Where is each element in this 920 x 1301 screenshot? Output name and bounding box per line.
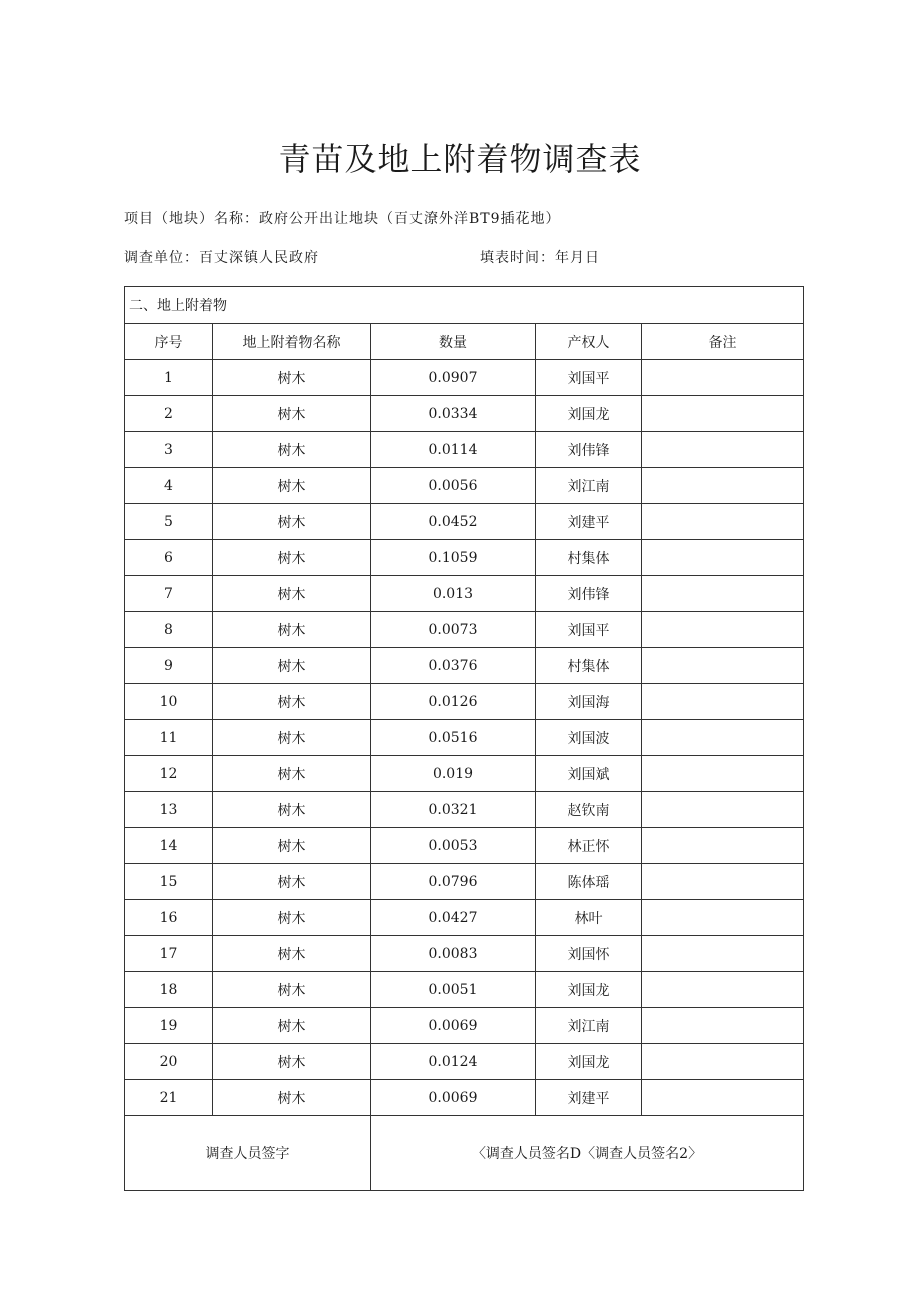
signature-label: 调查人员签字 — [125, 1116, 371, 1191]
item-name-cell: 树木 — [213, 540, 371, 576]
remarks-cell — [642, 648, 804, 684]
table-row — [125, 792, 804, 828]
owner-cell: 林正怀 — [536, 828, 642, 864]
remarks-cell — [642, 396, 804, 432]
item-name-cell: 树木 — [213, 720, 371, 756]
owner-cell: 刘江南 — [536, 1008, 642, 1044]
table-row — [125, 432, 804, 468]
table-row — [125, 1080, 804, 1116]
header-cell: 地上附着物名称 — [213, 324, 371, 360]
table-row — [125, 1008, 804, 1044]
remarks-cell — [642, 1080, 804, 1116]
row-number-cell: 4 — [125, 468, 213, 504]
fill-date-line: 填表时间：年月日 — [480, 250, 600, 266]
item-name-cell: 树木 — [213, 1044, 371, 1080]
row-number-cell: 13 — [125, 792, 213, 828]
quantity-cell: 0.0069 — [371, 1080, 536, 1116]
header-cell: 数量 — [371, 324, 536, 360]
item-name-cell: 树木 — [213, 828, 371, 864]
section-title: 二、地上附着物 — [125, 287, 804, 324]
quantity-cell: 0.0321 — [371, 792, 536, 828]
quantity-cell: 0.0796 — [371, 864, 536, 900]
item-name-cell: 树木 — [213, 612, 371, 648]
remarks-cell — [642, 936, 804, 972]
owner-cell: 林叶 — [536, 900, 642, 936]
header-row — [125, 324, 804, 360]
remarks-cell — [642, 612, 804, 648]
row-number-cell: 12 — [125, 756, 213, 792]
section-row — [125, 287, 804, 324]
owner-cell: 刘建平 — [536, 1080, 642, 1116]
row-number-cell: 9 — [125, 648, 213, 684]
table-row — [125, 1044, 804, 1080]
quantity-cell: 0.0053 — [371, 828, 536, 864]
table-row — [125, 972, 804, 1008]
quantity-cell: 0.0124 — [371, 1044, 536, 1080]
row-number-cell: 14 — [125, 828, 213, 864]
row-number-cell: 11 — [125, 720, 213, 756]
table-row — [125, 684, 804, 720]
item-name-cell: 树木 — [213, 936, 371, 972]
remarks-cell — [642, 900, 804, 936]
owner-cell: 刘国龙 — [536, 972, 642, 1008]
remarks-cell — [642, 360, 804, 396]
item-name-cell: 树木 — [213, 396, 371, 432]
remarks-cell — [642, 756, 804, 792]
owner-cell: 刘伟锋 — [536, 576, 642, 612]
table-row — [125, 648, 804, 684]
item-name-cell: 树木 — [213, 468, 371, 504]
item-name-cell: 树木 — [213, 864, 371, 900]
remarks-cell — [642, 504, 804, 540]
remarks-cell — [642, 684, 804, 720]
table-row — [125, 396, 804, 432]
table-row — [125, 720, 804, 756]
row-number-cell: 19 — [125, 1008, 213, 1044]
table-row — [125, 900, 804, 936]
row-number-cell: 20 — [125, 1044, 213, 1080]
row-number-cell: 17 — [125, 936, 213, 972]
table-row — [125, 468, 804, 504]
quantity-cell: 0.1059 — [371, 540, 536, 576]
item-name-cell: 树木 — [213, 648, 371, 684]
owner-cell: 刘伟锋 — [536, 432, 642, 468]
remarks-cell — [642, 792, 804, 828]
owner-cell: 刘国龙 — [536, 396, 642, 432]
quantity-cell: 0.0516 — [371, 720, 536, 756]
row-number-cell: 6 — [125, 540, 213, 576]
quantity-cell: 0.0334 — [371, 396, 536, 432]
row-number-cell: 15 — [125, 864, 213, 900]
row-number-cell: 8 — [125, 612, 213, 648]
item-name-cell: 树木 — [213, 792, 371, 828]
owner-cell: 赵钦南 — [536, 792, 642, 828]
owner-cell: 刘国海 — [536, 684, 642, 720]
owner-cell: 陈体瑶 — [536, 864, 642, 900]
quantity-cell: 0.0083 — [371, 936, 536, 972]
table-row — [125, 360, 804, 396]
remarks-cell — [642, 828, 804, 864]
row-number-cell: 5 — [125, 504, 213, 540]
remarks-cell — [642, 576, 804, 612]
quantity-cell: 0.0376 — [371, 648, 536, 684]
owner-cell: 刘建平 — [536, 504, 642, 540]
item-name-cell: 树木 — [213, 972, 371, 1008]
remarks-cell — [642, 720, 804, 756]
quantity-cell: 0.0051 — [371, 972, 536, 1008]
item-name-cell: 树木 — [213, 1080, 371, 1116]
quantity-cell: 0.0073 — [371, 612, 536, 648]
row-number-cell: 7 — [125, 576, 213, 612]
table-row — [125, 576, 804, 612]
row-number-cell: 1 — [125, 360, 213, 396]
signature-row — [125, 1116, 804, 1191]
item-name-cell: 树木 — [213, 1008, 371, 1044]
table-row — [125, 756, 804, 792]
remarks-cell — [642, 864, 804, 900]
signature-value: 〈调查人员签名D〈调查人员签名2〉 — [371, 1116, 804, 1191]
table-row — [125, 540, 804, 576]
remarks-cell — [642, 468, 804, 504]
owner-cell: 刘国斌 — [536, 756, 642, 792]
table-row — [125, 864, 804, 900]
project-name-line: 项目（地块）名称：政府公开出让地块（百丈潦外洋BT9插花地） — [124, 211, 561, 227]
quantity-cell: 0.0427 — [371, 900, 536, 936]
quantity-cell: 0.0126 — [371, 684, 536, 720]
item-name-cell: 树木 — [213, 756, 371, 792]
remarks-cell — [642, 972, 804, 1008]
header-cell: 序号 — [125, 324, 213, 360]
owner-cell: 刘国平 — [536, 612, 642, 648]
table-row — [125, 504, 804, 540]
row-number-cell: 10 — [125, 684, 213, 720]
row-number-cell: 18 — [125, 972, 213, 1008]
quantity-cell: 0.0114 — [371, 432, 536, 468]
remarks-cell — [642, 432, 804, 468]
item-name-cell: 树木 — [213, 360, 371, 396]
item-name-cell: 树木 — [213, 684, 371, 720]
quantity-cell: 0.0056 — [371, 468, 536, 504]
header-cell: 产权人 — [536, 324, 642, 360]
owner-cell: 刘江南 — [536, 468, 642, 504]
header-cell: 备注 — [642, 324, 804, 360]
quantity-cell: 0.0069 — [371, 1008, 536, 1044]
item-name-cell: 树木 — [213, 432, 371, 468]
row-number-cell: 16 — [125, 900, 213, 936]
remarks-cell — [642, 1044, 804, 1080]
survey-unit-line: 调查单位：百丈深镇人民政府 — [124, 250, 319, 266]
quantity-cell: 0.0907 — [371, 360, 536, 396]
table-row — [125, 936, 804, 972]
remarks-cell — [642, 540, 804, 576]
quantity-cell: 0.019 — [371, 756, 536, 792]
row-number-cell: 3 — [125, 432, 213, 468]
owner-cell: 刘国怀 — [536, 936, 642, 972]
item-name-cell: 树木 — [213, 900, 371, 936]
quantity-cell: 0.0452 — [371, 504, 536, 540]
owner-cell: 刘国龙 — [536, 1044, 642, 1080]
row-number-cell: 21 — [125, 1080, 213, 1116]
item-name-cell: 树木 — [213, 576, 371, 612]
owner-cell: 刘国波 — [536, 720, 642, 756]
page-title: 青苗及地上附着物调查表 — [278, 140, 642, 178]
owner-cell: 村集体 — [536, 648, 642, 684]
quantity-cell: 0.013 — [371, 576, 536, 612]
owner-cell: 刘国平 — [536, 360, 642, 396]
table-row — [125, 828, 804, 864]
item-name-cell: 树木 — [213, 504, 371, 540]
row-number-cell: 2 — [125, 396, 213, 432]
attachments-table — [124, 286, 804, 1191]
owner-cell: 村集体 — [536, 540, 642, 576]
remarks-cell — [642, 1008, 804, 1044]
table-row — [125, 612, 804, 648]
